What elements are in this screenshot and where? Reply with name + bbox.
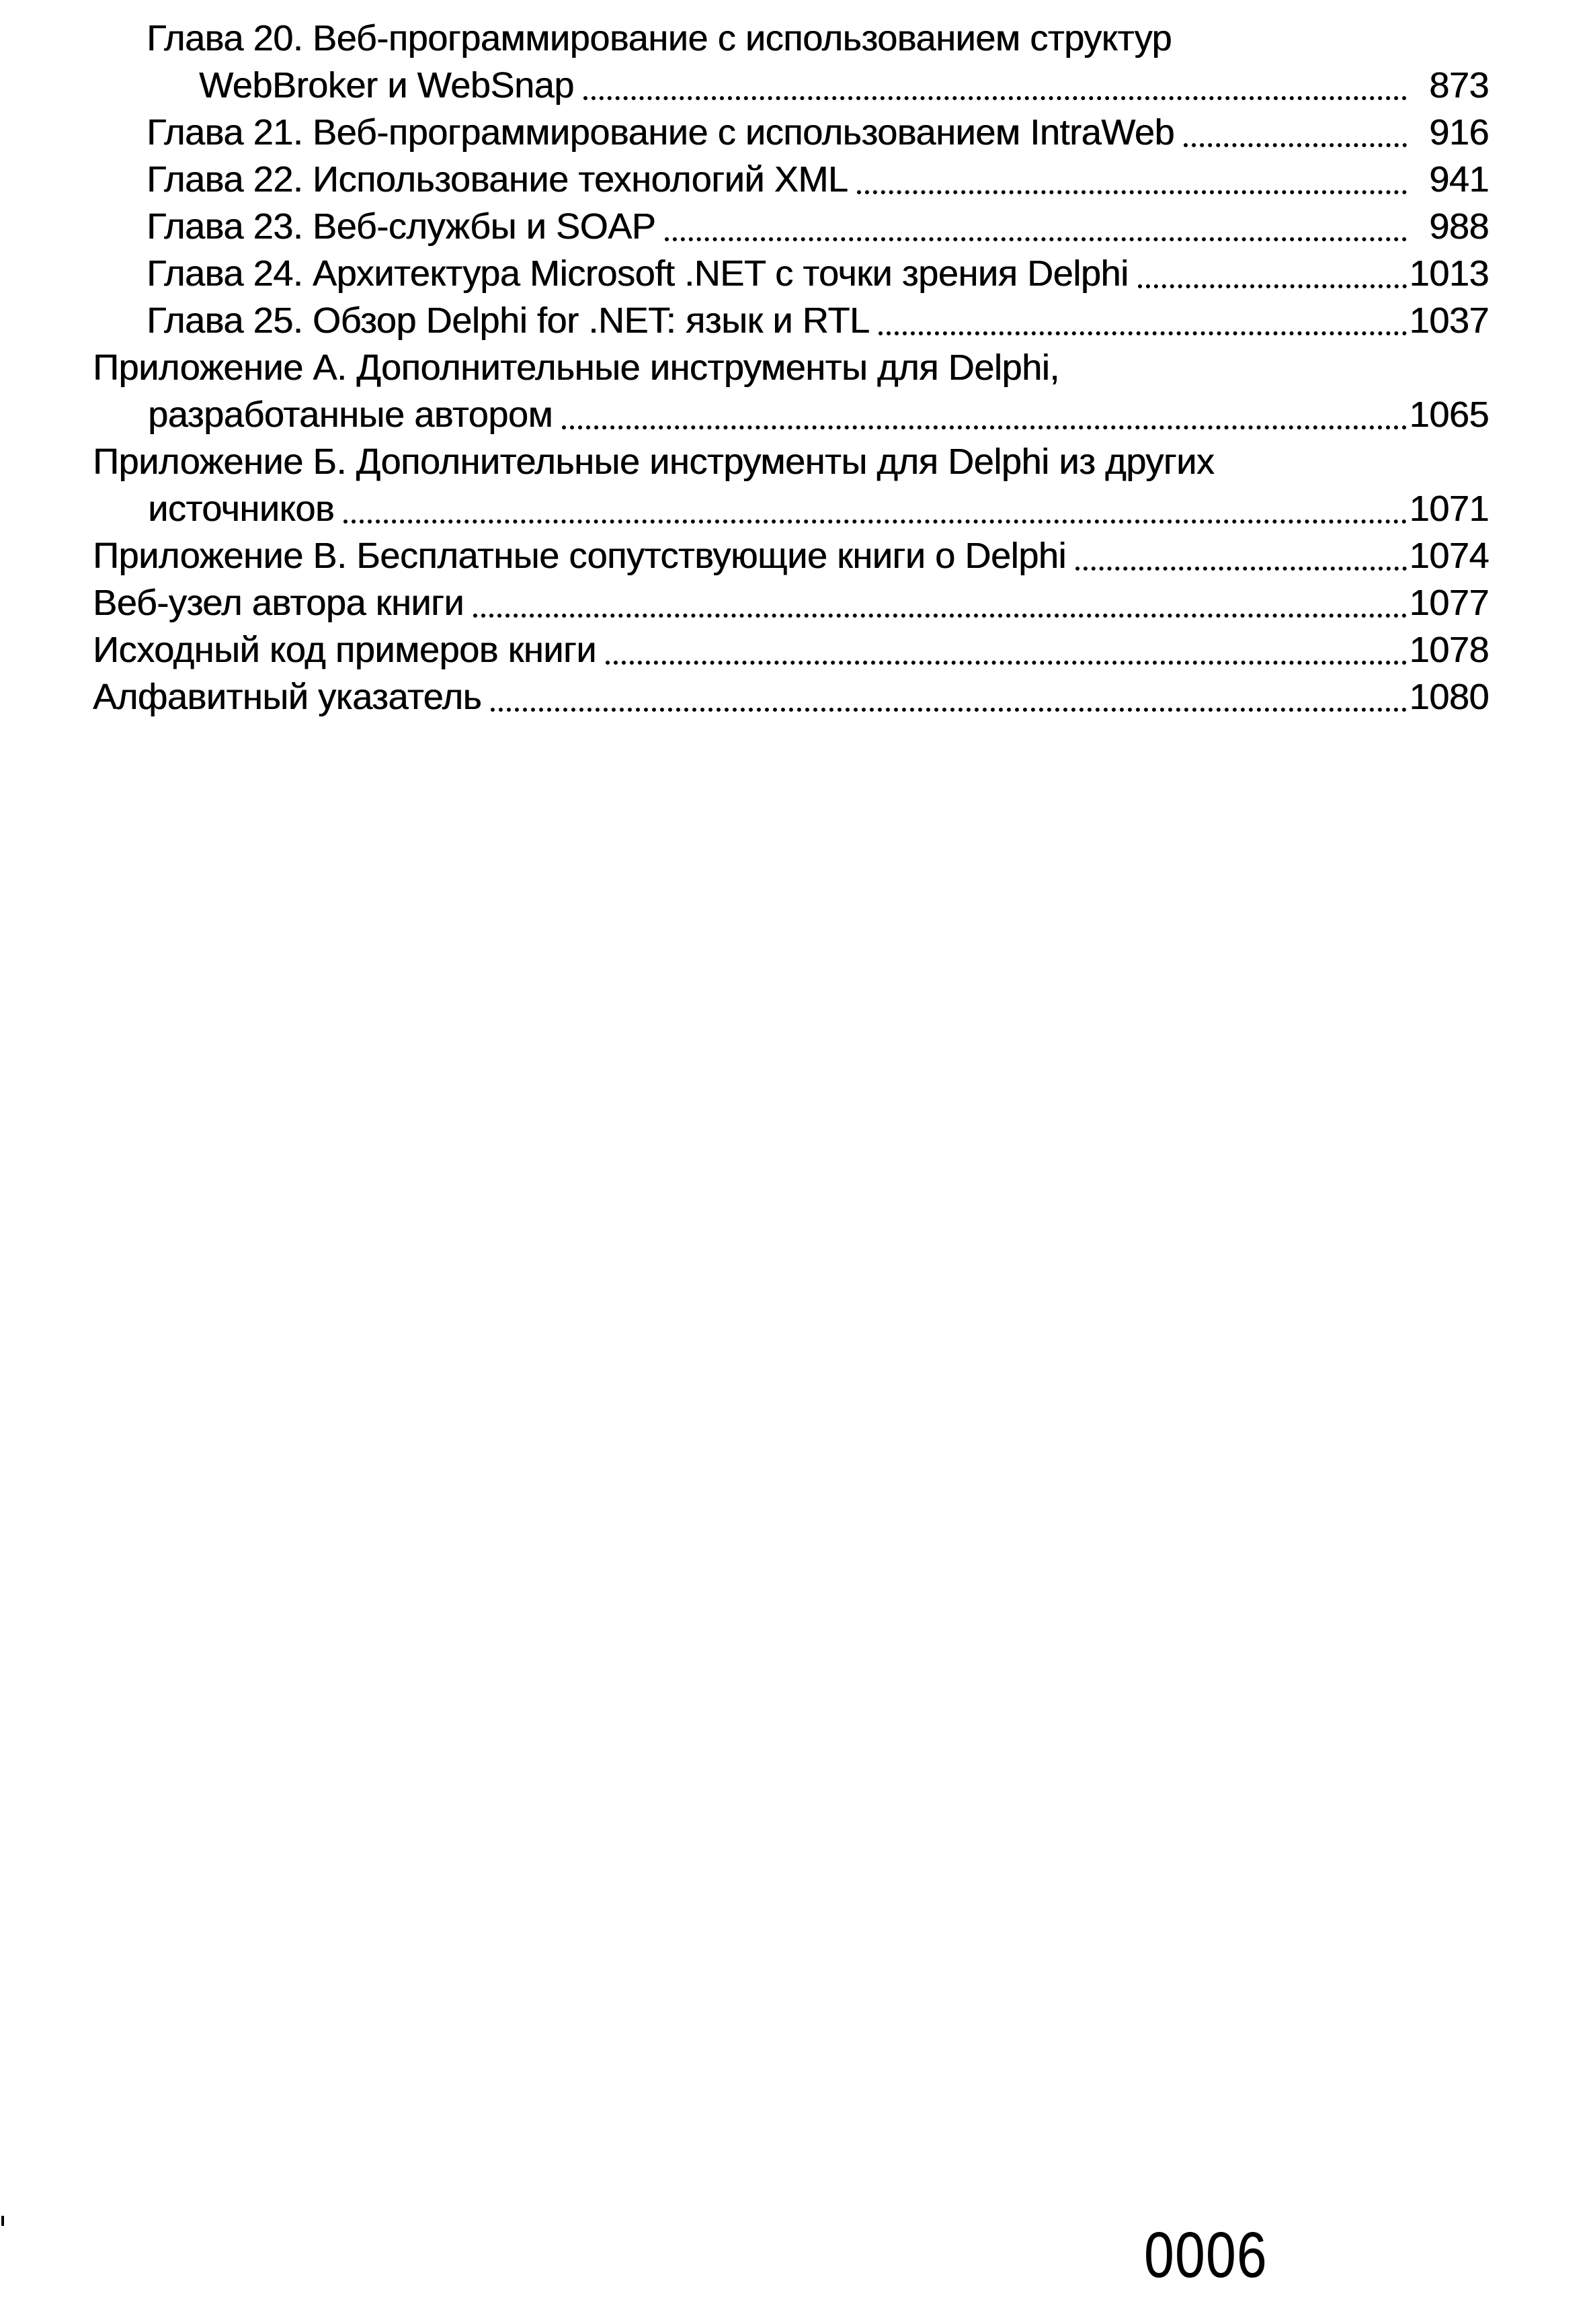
toc-row — [93, 435, 1489, 483]
toc-row — [93, 483, 1489, 530]
toc-row — [93, 247, 1489, 294]
toc-row — [93, 671, 1489, 718]
toc-entry-title: Глава 23. Веб-службы и SOAP — [147, 206, 656, 247]
dot-leader — [473, 614, 1407, 618]
toc-entry-title-continuation: источников — [148, 489, 335, 529]
toc-row — [93, 153, 1489, 200]
toc-entry-title: Алфавитный указатель — [93, 677, 482, 717]
toc-row — [93, 59, 1489, 106]
toc-entry-title-continuation: WebBroker и WebSnap — [199, 65, 574, 106]
toc-entry-title-continuation: разработанные автором — [148, 395, 553, 435]
toc-entry-title: Приложение В. Бесплатные сопутствующие книги о Delphi — [93, 536, 1066, 576]
dot-leader — [1138, 284, 1407, 288]
dot-leader — [583, 96, 1407, 100]
toc-entry-title: Исходный код примеров книги — [93, 630, 596, 670]
toc-row — [93, 624, 1489, 671]
toc-page-number: 1065 — [1409, 395, 1489, 435]
toc-page-number: 1078 — [1409, 630, 1489, 670]
scan-artifact-mark — [1, 2216, 4, 2226]
toc-page-number: 1037 — [1409, 300, 1489, 341]
toc-entry-title: Глава 22. Использование технологий XML — [147, 159, 848, 200]
toc-page-number: 1077 — [1409, 583, 1489, 623]
toc-row — [93, 577, 1489, 624]
toc-page-number: 941 — [1429, 159, 1489, 200]
toc-entry-title: Глава 25. Обзор Delphi for .NET: язык и RTL — [147, 300, 870, 341]
toc-entry-title: Глава 24. Архитектура Microsoft .NET с точки зрения Delphi — [147, 253, 1129, 294]
toc-row — [93, 200, 1489, 247]
toc-page-number: 1080 — [1409, 677, 1489, 717]
dot-leader — [1184, 143, 1407, 147]
toc-page-number: 1074 — [1409, 536, 1489, 576]
toc-page-number: 988 — [1429, 206, 1489, 247]
toc-entry-title: Глава 21. Веб-программирование с использованием IntraWeb — [147, 112, 1175, 153]
toc-page-number: 1013 — [1409, 253, 1489, 294]
dot-leader — [665, 237, 1407, 241]
toc-page-number: 1071 — [1409, 489, 1489, 529]
dot-leader — [879, 331, 1407, 335]
dot-leader — [491, 708, 1407, 712]
toc-row — [93, 341, 1489, 388]
scan-page-number: 0006 — [1144, 2219, 1268, 2291]
dot-leader — [343, 520, 1407, 524]
toc-entry-title: Глава 20. Веб-программирование с использованием структур — [147, 18, 1172, 58]
toc-row — [93, 12, 1489, 59]
toc-entry-title: Приложение Б. Дополнительные инструменты для Delphi из других — [93, 442, 1215, 482]
toc-entry-title: Веб-узел автора книги — [93, 583, 464, 623]
toc-row — [93, 530, 1489, 577]
toc-page-number: 873 — [1429, 65, 1489, 106]
toc-row — [93, 388, 1489, 435]
toc-entry-title: Приложение А. Дополнительные инструменты для Delphi, — [93, 347, 1059, 388]
toc-row — [93, 106, 1489, 153]
dot-leader — [606, 661, 1407, 665]
toc-page-number: 916 — [1429, 112, 1489, 153]
dot-leader — [1075, 567, 1407, 571]
toc-row — [93, 294, 1489, 341]
table-of-contents — [93, 12, 1489, 718]
dot-leader — [562, 425, 1407, 429]
dot-leader — [857, 190, 1407, 194]
